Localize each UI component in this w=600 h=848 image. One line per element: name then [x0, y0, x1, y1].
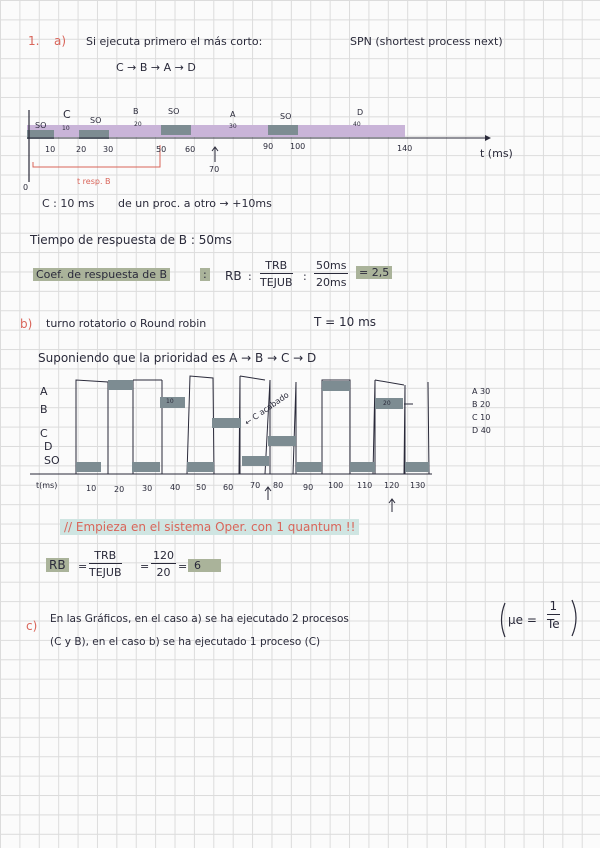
- execution-order: C → B → A → D: [116, 61, 196, 74]
- timeline-tick-10: 10: [45, 145, 56, 154]
- gantt-tick-60: 60: [223, 483, 234, 492]
- priority-text: Suponiendo que la prioridad es A → B → C → D: [38, 351, 317, 365]
- gantt-x-label: t(ms): [36, 481, 58, 490]
- gantt-tick-130: 130: [410, 481, 426, 490]
- rb-fraction-num: TRB: [260, 260, 293, 274]
- rb-symbol-b: RB: [46, 558, 69, 572]
- rb-value-num: 50ms: [316, 259, 347, 272]
- rb-value-den: 20ms: [316, 276, 347, 289]
- quantum-value: T = 10 ms: [314, 315, 377, 329]
- response-bracket-label: t resp. B: [77, 177, 111, 186]
- rb-b-value-den: 20: [156, 566, 171, 579]
- timeline-so-label: SO: [35, 121, 47, 130]
- conclusion-line-2: (C y B), en el caso b) se ha ejecutado 1 proceso (C): [50, 636, 321, 648]
- rb-b-result: 6: [188, 559, 221, 572]
- gantt-block-b-2-value: 20: [383, 400, 391, 407]
- rb-b-fraction-num: TRB: [89, 550, 122, 564]
- gantt-tick-90: 90: [303, 483, 314, 492]
- response-coef-label: Coef. de respuesta de B: [33, 268, 170, 281]
- timeline-label-so-3: SO: [168, 107, 180, 116]
- formula-fraction: [547, 600, 560, 630]
- rb-symbol: RB: [225, 269, 242, 283]
- question-number: 1.: [28, 34, 40, 48]
- rb-b-value-num: 120: [153, 549, 174, 562]
- timeline-tick-100: 100: [290, 142, 306, 151]
- part-c-label: c): [26, 619, 38, 633]
- part-a-label: a): [54, 34, 67, 48]
- rb-eq-2: :: [303, 270, 307, 283]
- timeline-label-b: B: [133, 107, 139, 116]
- timeline-tick-70: 70: [209, 165, 220, 174]
- timeline-label-so-4: SO: [280, 112, 292, 121]
- timeline-zero: 0: [23, 183, 29, 192]
- timeline-label-so-2: SO: [90, 116, 102, 125]
- timeline-tick-30: 30: [103, 145, 114, 154]
- rb-b-fraction-den: TEJUB: [89, 566, 122, 579]
- gantt-block-b-1-value: 10: [166, 398, 174, 405]
- timeline-tick-90: 90: [263, 142, 274, 151]
- formula-paren-right: [572, 600, 576, 636]
- quantum-note: // Empieza en el sistema Oper. con 1 quantum !!: [60, 519, 359, 535]
- gantt-tick-80: 80: [273, 481, 284, 490]
- formula-lhs: μe =: [508, 613, 537, 627]
- context-switch-note: de un proc. a otro → +10ms: [118, 197, 272, 210]
- c-finished-note: ← C acabado: [243, 390, 291, 428]
- context-switch-time: C : 10 ms: [42, 197, 95, 210]
- rb-b-eq-2: =: [140, 560, 150, 573]
- conclusion-line-1: En las Gráficos, en el caso a) se ha ejecutado 2 procesos: [50, 613, 349, 625]
- gantt-tick-110: 110: [357, 481, 373, 490]
- part-b-label: b): [20, 317, 33, 331]
- rb-b-eq-3: =: [178, 560, 188, 573]
- legend-c: C 10: [472, 413, 491, 422]
- formula-num: 1: [547, 600, 560, 615]
- rb-fraction-den: TEJUB: [260, 276, 293, 289]
- response-time-b: Tiempo de respuesta de B : 50ms: [30, 233, 232, 247]
- response-coef-colon: :: [200, 268, 210, 281]
- gantt-tick-70: 70: [250, 481, 261, 490]
- timeline-mini-30: 30: [229, 123, 237, 130]
- gantt-tick-100: 100: [328, 481, 344, 490]
- gantt-tick-20: 20: [114, 485, 125, 494]
- gantt-tick-120: 120: [384, 481, 400, 490]
- gantt-row-c: C: [40, 427, 48, 440]
- gantt-tick-50: 50: [196, 483, 207, 492]
- gantt-tick-10: 10: [86, 484, 97, 493]
- timeline-mini-20: 20: [134, 121, 142, 128]
- round-robin-text: turno rotatorio o Round robin: [46, 317, 207, 330]
- timeline-label-a: A: [230, 110, 236, 119]
- gantt-tick-30: 30: [142, 484, 153, 493]
- legend-a: A 30: [472, 387, 491, 396]
- gantt-row-a: A: [40, 385, 48, 398]
- timeline-tick-20: 20: [76, 145, 87, 154]
- timeline-mini-10: 10: [62, 125, 70, 132]
- timeline-axis-label: t (ms): [480, 147, 513, 160]
- timeline-label-c: C: [63, 108, 71, 121]
- formula-den: Te: [547, 617, 560, 631]
- timeline-mini-40: 40: [353, 121, 361, 128]
- spn-intro-text: Si ejecuta primero el más corto:: [86, 35, 263, 48]
- timeline-tick-50: 50: [156, 145, 167, 154]
- legend-b: B 20: [472, 400, 491, 409]
- timeline-tick-60: 60: [185, 145, 196, 154]
- rb-b-eq: =: [78, 560, 88, 573]
- formula-paren-left: [502, 603, 506, 637]
- gantt-row-so: SO: [44, 454, 60, 467]
- rb-eq: :: [248, 270, 252, 283]
- rb-result: = 2,5: [356, 266, 392, 279]
- legend-d: D 40: [472, 426, 491, 435]
- timeline-label-d: D: [357, 108, 364, 117]
- timeline-tick-140: 140: [397, 144, 413, 153]
- gantt-row-d: D: [44, 440, 53, 453]
- gantt-tick-40: 40: [170, 483, 181, 492]
- gantt-row-b: B: [40, 403, 48, 416]
- spn-title: SPN (shortest process next): [350, 35, 503, 48]
